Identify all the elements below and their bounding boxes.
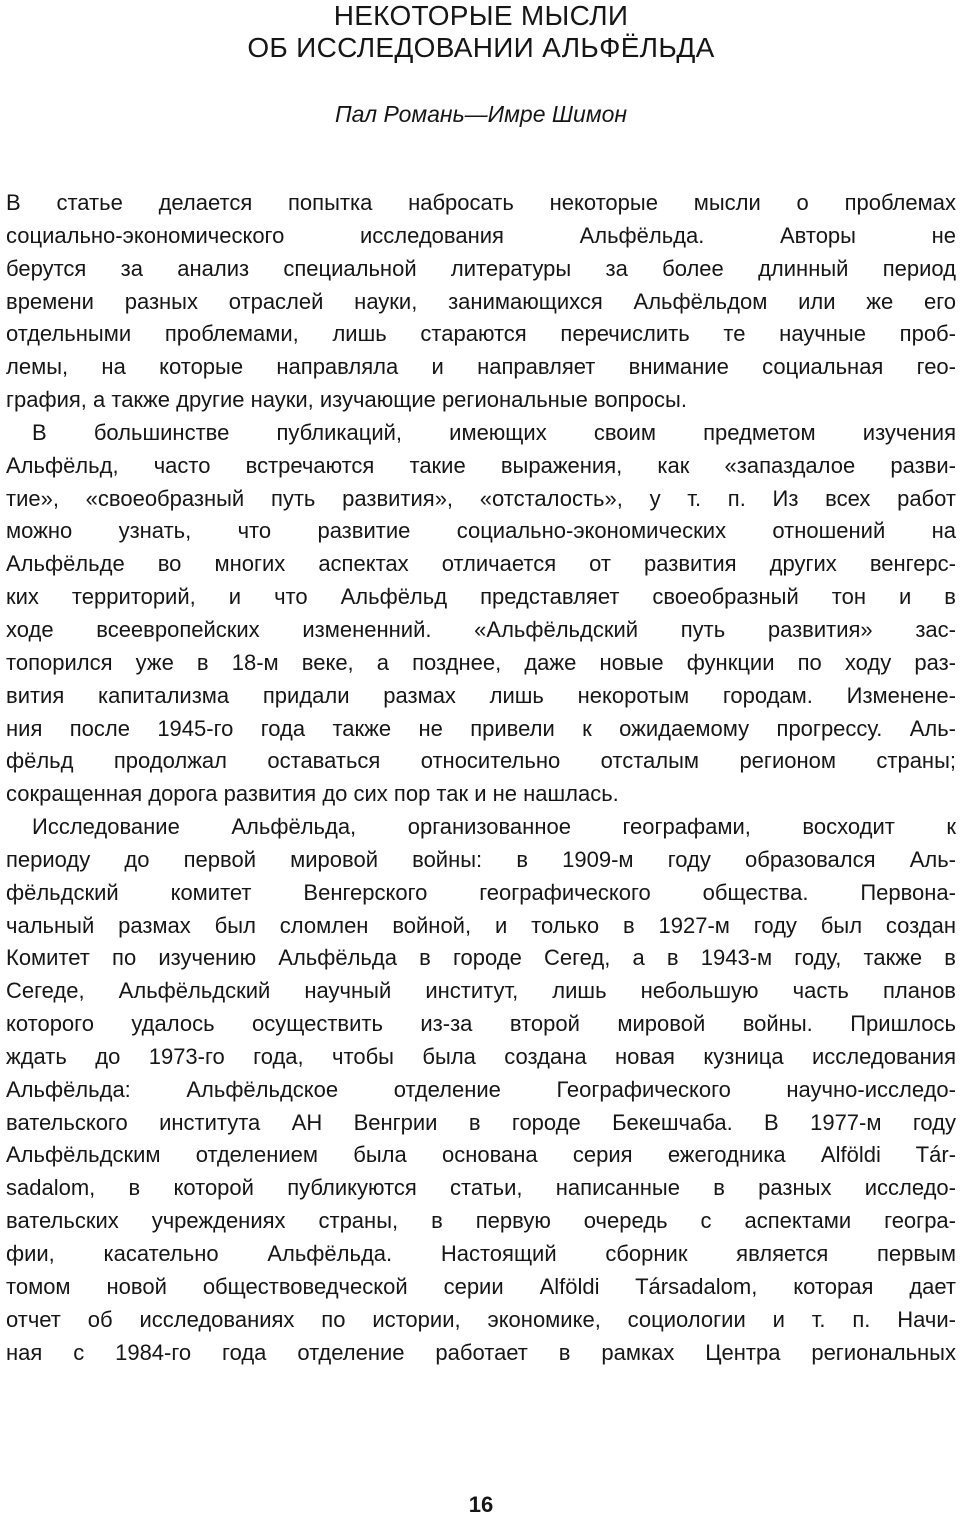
text-line: ждать до 1973-го года, чтобы была создана новая кузница исследования xyxy=(6,1043,956,1069)
article-title-line-1: НЕКОТОРЫЕ МЫСЛИ xyxy=(333,0,629,31)
text-line: которого удалось осуществить из-за второй мировой войны. Пришлось xyxy=(6,1011,956,1037)
text-line: отчет об исследованиях по истории, экономике, социологии и т. п. Начи- xyxy=(6,1306,956,1332)
text-line: Комитет по изучению Альфёльда в городе Сегед, а в 1943-м году, также в xyxy=(6,945,956,971)
text-line: можно узнать, что развитие социально-экономических отношений на xyxy=(6,518,956,544)
article-title xyxy=(6,0,956,64)
article-title-line-2: ОБ ИССЛЕДОВАНИИ АЛЬФЁЛЬДА xyxy=(247,32,715,63)
text-line: отдельными проблемами, лишь стараются перечислить те научные проб- xyxy=(6,321,956,347)
text-line: фии, касательно Альфёльда. Настоящий сборник является первым xyxy=(6,1241,956,1266)
text-line: времени разных отраслей науки, занимающихся Альфёльдом или же его xyxy=(6,288,956,314)
text-line: Исследование Альфёльда, организованное географами, восходит к xyxy=(32,814,956,840)
text-line: sadalom, в которой публикуются статьи, написанные в разных исследо- xyxy=(6,1175,956,1201)
article-body xyxy=(6,187,956,1369)
text-line: фёльд продолжал оставаться относительно отсталым регионом страны; xyxy=(6,748,956,774)
text-line: вития капитализма придали размах лишь некоротым городам. Изменене- xyxy=(6,682,956,708)
page xyxy=(6,0,956,1520)
text-line: периоду до первой мировой войны: в 1909-м году образовался Аль- xyxy=(6,846,956,872)
text-line: чальный размах был сломлен войной, и только в 1927-м году был создан xyxy=(6,912,956,938)
text-line: ния после 1945-го года также не привели к ожидаемому прогрессу. Аль- xyxy=(6,715,956,741)
page-number: 16 xyxy=(468,1492,494,1517)
text-line: В большинстве публикаций, имеющих своим предметом изучения xyxy=(32,419,956,445)
text-line: лемы, на которые направляла и направляет внимание социальная гео- xyxy=(6,354,956,380)
text-line: Альфёльдским отделением была основана серия ежегодника Alföldi Tár- xyxy=(6,1142,956,1168)
text-line: ходе всеевропейских измененний. «Альфёльдский путь развития» зас- xyxy=(6,616,956,642)
text-line: Альфёльде во многих аспектах отличается от развития других венгерс- xyxy=(6,551,956,577)
text-line: топорился уже в 18-м веке, а позднее, даже новые функции по ходу раз- xyxy=(6,649,956,675)
text-line: вательского института АН Венгрии в городе Бекешчаба. В 1977-м году xyxy=(6,1109,956,1135)
text-line: сокращенная дорога развития до сих пор так и не нашлась. xyxy=(6,781,619,807)
text-line: томом новой обществоведческой серии Alföldi Társadalom, которая дает xyxy=(6,1273,956,1299)
text-line: Альфёльда: Альфёльдское отделение Географического научно-исследо- xyxy=(6,1076,956,1102)
text-line: В статье делается попытка набросать некоторые мысли о проблемах xyxy=(6,190,956,215)
text-line: берутся за анализ специальной литературы за более длинный период xyxy=(6,255,956,281)
text-line: ная с 1984-го года отделение работает в рамках Центра региональных xyxy=(6,1339,956,1365)
text-line: Альфёльд, часто встречаются такие выражения, как «запаздалое разви- xyxy=(6,452,956,478)
text-line: ких территорий, и что Альфёльд представляет своеобразный тон и в xyxy=(6,584,956,610)
text-line: графия, а также другие науки, изучающие региональные вопросы. xyxy=(6,387,687,413)
text-line: социально-экономического исследования Альфёльда. Авторы не xyxy=(6,222,956,248)
text-line: Сегеде, Альфёльдский научный институт, лишь небольшую часть планов xyxy=(6,978,956,1004)
text-line: вательских учреждениях страны, в первую очередь с аспектами геогра- xyxy=(6,1208,956,1234)
text-line: тие», «своеобразный путь развития», «отсталость», у т. п. Из всех работ xyxy=(6,485,956,511)
article-authors: Пал Романь—Имре Шимон xyxy=(334,101,628,127)
text-line: фёльдский комитет Венгерского географического общества. Первона- xyxy=(6,879,956,905)
